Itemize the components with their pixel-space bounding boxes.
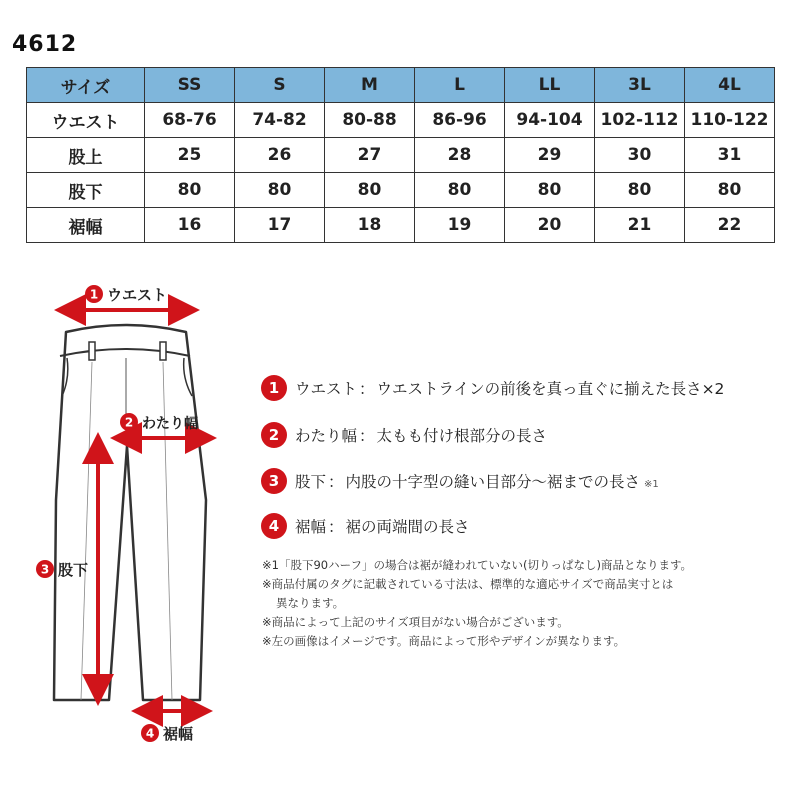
table-header-cell: LL: [505, 68, 595, 103]
row-label: 股下: [27, 173, 145, 208]
table-cell: 30: [595, 138, 685, 173]
legend-item-hem: [261, 513, 470, 539]
legend-number-badge: 4: [261, 513, 287, 539]
row-label: ウエスト: [27, 103, 145, 138]
table-cell: 18: [325, 208, 415, 243]
table-header-cell: 3L: [595, 68, 685, 103]
waist-label: [85, 285, 167, 304]
legend-number-badge: 2: [261, 422, 287, 448]
legend-term: 裾幅: [295, 518, 327, 536]
table-cell: 110-122: [685, 103, 775, 138]
note-line: ※1「股下90ハーフ」の場合は裾が縫われていない(切りっぱなし)商品となります。: [262, 558, 693, 572]
table-cell: 28: [415, 138, 505, 173]
table-cell: 80: [235, 173, 325, 208]
table-header-row: [27, 68, 775, 103]
table-row: [27, 103, 775, 138]
legend-text: [295, 377, 724, 399]
svg-text:裾幅: 裾幅: [163, 725, 194, 743]
table-header-cell: 4L: [685, 68, 775, 103]
svg-text:わたり幅: わたり幅: [142, 416, 198, 432]
table-cell: 20: [505, 208, 595, 243]
table-cell: 17: [235, 208, 325, 243]
table-row: [27, 138, 775, 173]
table-cell: 31: [685, 138, 775, 173]
note-line: ※商品付属のタグに記載されている寸法は、標準的な適応サイズで商品実寸とは: [262, 577, 674, 591]
table-cell: 94-104: [505, 103, 595, 138]
legend-text: [295, 470, 659, 492]
svg-text:2: 2: [124, 415, 134, 430]
legend-term: 股下: [295, 473, 327, 491]
table-header-cell: サイズ: [27, 68, 145, 103]
legend-desc: ウエストラインの前後を真っ直ぐに揃えた長さ×2: [376, 380, 725, 398]
legend-separator: ：: [359, 380, 375, 398]
note-line: ※左の画像はイメージです。商品によって形やデザインが異なります。: [262, 634, 626, 648]
legend-separator: ：: [328, 473, 344, 491]
legend-desc: 太もも付け根部分の長さ: [376, 427, 548, 445]
size-table: [26, 67, 775, 243]
legend-item-inseam: [261, 468, 659, 494]
table-cell: 27: [325, 138, 415, 173]
legend-text: [295, 424, 547, 446]
svg-text:4: 4: [145, 726, 155, 741]
legend-number-badge: 3: [261, 468, 287, 494]
table-row: [27, 173, 775, 208]
pants-outline: [54, 325, 206, 700]
table-cell: 25: [145, 138, 235, 173]
table-header-cell: M: [325, 68, 415, 103]
product-code: 4612: [12, 32, 78, 57]
legend-desc: 内股の十字型の縫い目部分～裾までの長さ: [345, 473, 641, 491]
note-line: 異なります。: [276, 596, 345, 610]
table-cell: 68-76: [145, 103, 235, 138]
note-line: ※商品によって上記のサイズ項目がない場合がございます。: [262, 615, 569, 629]
legend-text: [295, 515, 470, 537]
legend-separator: ：: [359, 427, 375, 445]
table-cell: 26: [235, 138, 325, 173]
legend-separator: ：: [328, 518, 344, 536]
table-cell: 74-82: [235, 103, 325, 138]
table-header-cell: L: [415, 68, 505, 103]
row-label: 股上: [27, 138, 145, 173]
row-label: 裾幅: [27, 208, 145, 243]
pants-diagram: [0, 270, 250, 750]
table-cell: 21: [595, 208, 685, 243]
legend-term: ウエスト: [295, 380, 358, 398]
table-cell: 29: [505, 138, 595, 173]
table-cell: 80: [595, 173, 685, 208]
table-cell: 102-112: [595, 103, 685, 138]
table-cell: 80: [505, 173, 595, 208]
table-cell: 80: [685, 173, 775, 208]
table-cell: 16: [145, 208, 235, 243]
legend-number-badge: 1: [261, 375, 287, 401]
svg-text:3: 3: [40, 562, 50, 577]
table-cell: 80: [415, 173, 505, 208]
legend-item-waist: [261, 375, 724, 401]
legend-desc: 裾の両端間の長さ: [345, 518, 470, 536]
notes-section: [262, 556, 792, 651]
svg-text:ウエスト: ウエスト: [107, 286, 168, 304]
table-cell: 80: [145, 173, 235, 208]
inseam-label: [36, 560, 88, 579]
table-cell: 19: [415, 208, 505, 243]
table-cell: 80: [325, 173, 415, 208]
svg-text:股下: 股下: [58, 561, 89, 579]
table-cell: 86-96: [415, 103, 505, 138]
hem-label: [141, 724, 193, 743]
legend-term: わたり幅: [295, 427, 358, 445]
legend-item-thigh: [261, 422, 547, 448]
table-header-cell: SS: [145, 68, 235, 103]
belt-loop: [89, 342, 95, 360]
table-cell: 22: [685, 208, 775, 243]
thigh-label: [120, 413, 198, 432]
belt-loop: [160, 342, 166, 360]
legend-footnote-mark: ※1: [644, 479, 659, 490]
svg-text:1: 1: [89, 287, 99, 302]
table-row: [27, 208, 775, 243]
table-header-cell: S: [235, 68, 325, 103]
table-cell: 80-88: [325, 103, 415, 138]
